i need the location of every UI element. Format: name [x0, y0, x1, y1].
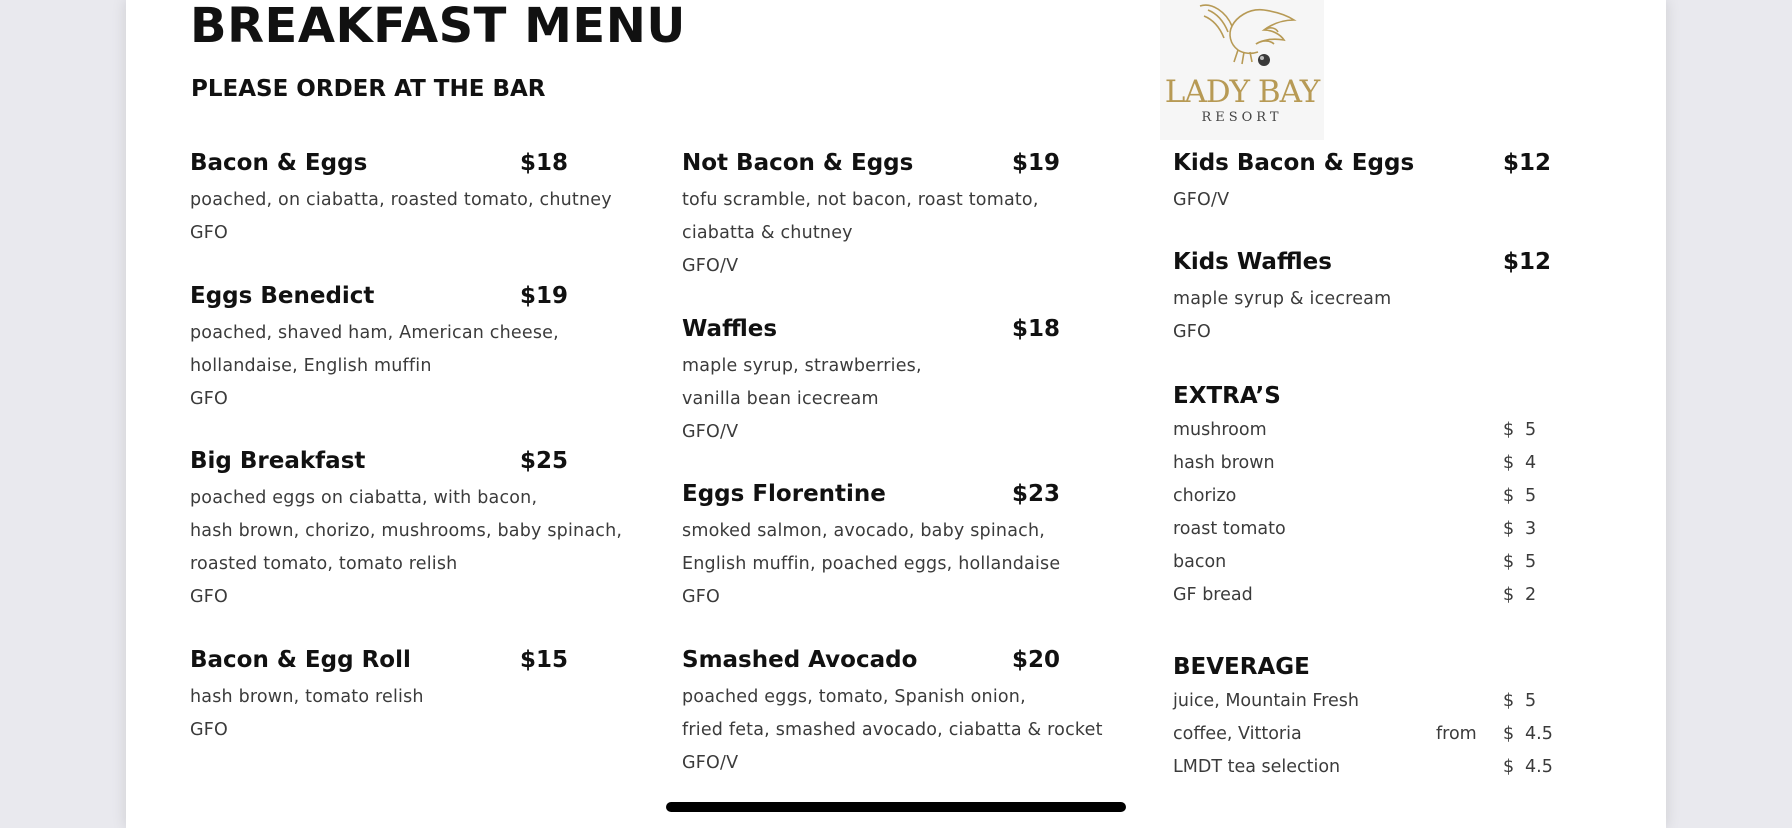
item-dietary: GFO — [190, 587, 229, 607]
menu-item — [190, 150, 612, 250]
item-description: smoked salmon, avocado, baby spinach, — [682, 521, 1046, 541]
beverage-row — [1173, 757, 1553, 790]
item-dietary: GFO/V — [682, 753, 739, 773]
item-description: poached, on ciabatta, roasted tomato, chutney — [190, 190, 612, 210]
resort-logo — [1160, 0, 1324, 140]
extra-row — [1173, 453, 1553, 486]
item-description: ciabatta & chutney — [682, 223, 853, 243]
item-price: $23 — [1012, 481, 1061, 507]
item-name: Waffles — [682, 316, 778, 342]
item-name: Not Bacon & Eggs — [682, 150, 914, 176]
home-indicator[interactable] — [666, 802, 1126, 812]
item-description: hollandaise, English muffin — [190, 356, 432, 376]
extra-name: mushroom — [1173, 420, 1267, 440]
extra-price: 4 — [1525, 453, 1537, 473]
beverage-from: from — [1436, 724, 1477, 744]
item-dietary: GFO — [682, 587, 721, 607]
item-name: Big Breakfast — [190, 448, 366, 474]
menu-item — [190, 647, 569, 747]
menu-item — [682, 481, 1102, 614]
extra-row — [1173, 420, 1553, 453]
menu-item — [682, 150, 1102, 283]
extra-currency: $ — [1503, 453, 1515, 473]
item-price: $20 — [1012, 647, 1061, 673]
extra-price: 5 — [1525, 486, 1537, 506]
item-price: $18 — [520, 150, 569, 176]
item-description: vanilla bean icecream — [682, 389, 879, 409]
extra-currency: $ — [1503, 585, 1515, 605]
item-dietary: GFO — [190, 389, 229, 409]
beverage-currency: $ — [1503, 724, 1515, 744]
item-description: hash brown, tomato relish — [190, 687, 424, 707]
item-description: fried feta, smashed avocado, ciabatta & rocket — [682, 720, 1103, 740]
logo-name: LADY BAY — [1164, 74, 1320, 110]
extra-currency: $ — [1503, 519, 1515, 539]
item-price: $12 — [1503, 150, 1552, 176]
item-description: maple syrup, strawberries, — [682, 356, 922, 376]
menu-subtitle: PLEASE ORDER AT THE BAR — [191, 76, 546, 102]
item-description: poached, shaved ham, American cheese, — [190, 323, 559, 343]
extra-name: bacon — [1173, 552, 1227, 572]
item-dietary: GFO/V — [1173, 190, 1230, 210]
logo-subtext: RESORT — [1201, 110, 1283, 125]
item-dietary: GFO — [190, 223, 229, 243]
beverage-name: LMDT tea selection — [1173, 757, 1341, 777]
item-price: $12 — [1503, 249, 1552, 275]
item-name: Kids Bacon & Eggs — [1173, 150, 1415, 176]
beverage-row — [1173, 691, 1553, 724]
beverage-price: 4.5 — [1525, 757, 1553, 777]
item-price: $25 — [520, 448, 569, 474]
item-dietary: GFO — [1173, 322, 1212, 342]
menu-item — [1173, 150, 1553, 217]
menu-item — [682, 647, 1122, 780]
extra-row — [1173, 552, 1553, 585]
item-description: poached eggs on ciabatta, with bacon, — [190, 488, 538, 508]
eagle-icon — [1178, 0, 1306, 78]
extra-name: hash brown — [1173, 453, 1275, 473]
item-name: Kids Waffles — [1173, 249, 1332, 275]
item-name: Eggs Benedict — [190, 283, 375, 309]
beverage-currency: $ — [1503, 757, 1515, 777]
extra-row — [1173, 519, 1553, 552]
beverage-currency: $ — [1503, 691, 1515, 711]
item-price: $19 — [1012, 150, 1061, 176]
item-name: Smashed Avocado — [682, 647, 918, 673]
extra-name: chorizo — [1173, 486, 1237, 506]
item-price: $18 — [1012, 316, 1061, 342]
item-name: Bacon & Eggs — [190, 150, 368, 176]
extra-currency: $ — [1503, 486, 1515, 506]
item-price: $15 — [520, 647, 569, 673]
item-description: maple syrup & icecream — [1173, 289, 1392, 309]
menu-item — [190, 448, 623, 614]
item-dietary: GFO/V — [682, 256, 739, 276]
menu-item — [1173, 249, 1553, 349]
beverage-heading: BEVERAGE — [1173, 654, 1310, 680]
item-dietary: GFO/V — [682, 422, 739, 442]
menu-item — [190, 283, 569, 416]
item-name: Eggs Florentine — [682, 481, 886, 507]
extra-price: 3 — [1525, 519, 1537, 539]
item-dietary: GFO — [190, 720, 229, 740]
beverage-row — [1173, 724, 1553, 757]
beverage-name: juice, Mountain Fresh — [1173, 691, 1359, 711]
menu-title: BREAKFAST MENU — [190, 0, 686, 54]
extra-price: 5 — [1525, 552, 1537, 572]
extra-price: 5 — [1525, 420, 1537, 440]
extra-row — [1173, 486, 1553, 519]
item-price: $19 — [520, 283, 569, 309]
item-description: roasted tomato, tomato relish — [190, 554, 458, 574]
beverage-price: 4.5 — [1525, 724, 1553, 744]
extra-name: roast tomato — [1173, 519, 1286, 539]
extra-row — [1173, 585, 1553, 618]
extras-heading: EXTRA’S — [1173, 383, 1281, 409]
item-description: hash brown, chorizo, mushrooms, baby spinach, — [190, 521, 623, 541]
extra-currency: $ — [1503, 420, 1515, 440]
item-description: English muffin, poached eggs, hollandaise — [682, 554, 1061, 574]
item-description: tofu scramble, not bacon, roast tomato, — [682, 190, 1039, 210]
item-name: Bacon & Egg Roll — [190, 647, 411, 673]
extra-price: 2 — [1525, 585, 1537, 605]
item-description: poached eggs, tomato, Spanish onion, — [682, 687, 1026, 707]
extra-name: GF bread — [1173, 585, 1253, 605]
extra-currency: $ — [1503, 552, 1515, 572]
beverage-price: 5 — [1525, 691, 1537, 711]
beverage-name: coffee, Vittoria — [1173, 724, 1302, 744]
menu-item — [682, 316, 1102, 449]
